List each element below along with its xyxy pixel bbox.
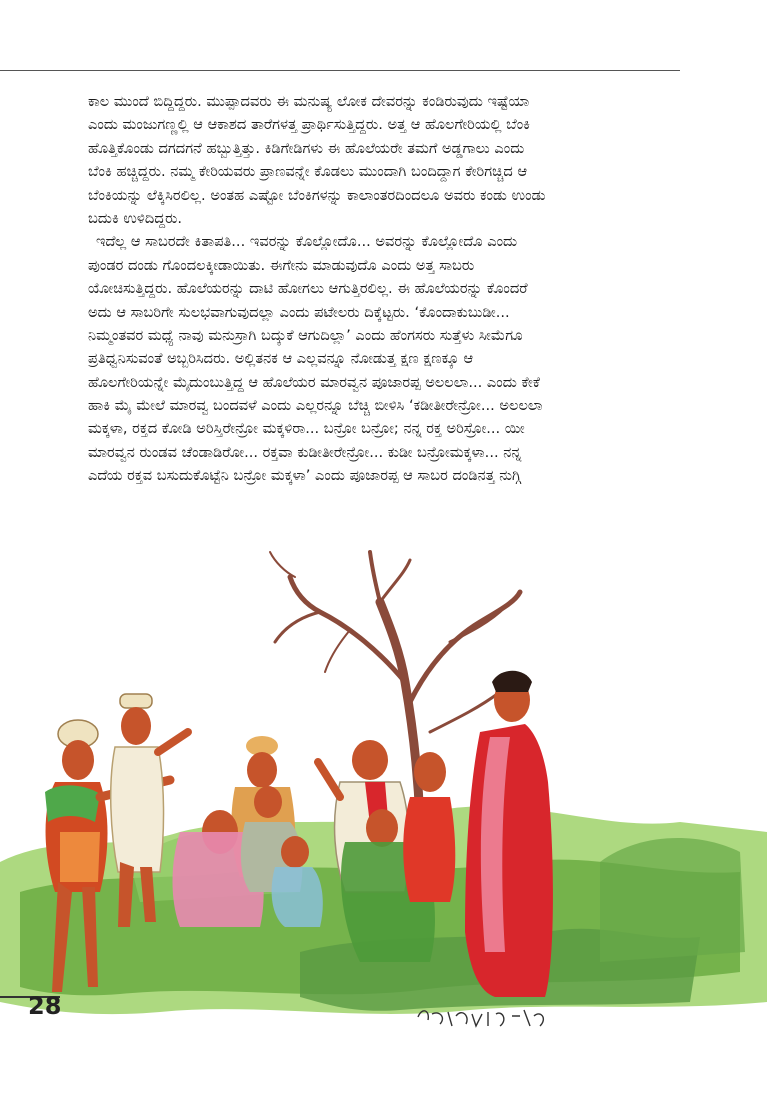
text-line: ಅದು ಆ ಸಾಬರಿಗೇ ಸುಲಭವಾಗುವುದಲ್ಲಾ ಎಂದು ಪಟೇಲರು ದಿಕ್ಕೆಟ್ಟರು. ‘ಕೊಂದಾಕುಬುಡೀ... xyxy=(88,303,510,321)
text-line: ಬೆಂಕಿಯನ್ನು ಲೆಕ್ಕಿಸಿರಲಿಲ್ಲ. ಅಂತಹ ಎಷ್ಟೋ ಬೆಂಕಿಗಳನ್ನು ಕಾಲಾಂತರದಿಂದಲೂ ಅವರು ಕಂಡು ಉಂಡು xyxy=(88,186,546,204)
text-line: ಹೊತ್ತಿಕೊಂಡು ದಗದಗನೆ ಹಬ್ಬುತ್ತಿತ್ತು. ಕಿಡಿಗೇಡಿಗಳು ಈ ಹೊಲೆಯರೇ ತಮಗೆ ಅಡ್ಡಗಾಲು ಎಂದು xyxy=(88,139,525,157)
text-line: ಎದೆಯ ರಕ್ತವ ಬಸುದುಕೊಟ್ಟೆನಿ ಬನ್ರೋ ಮಕ್ಕಳಾ’ ಎಂದು ಪೂಜಾರಪ್ಪ ಆ ಸಾಬರ ದಂಡಿನತ್ತ ನುಗ್ಗಿ xyxy=(88,467,521,485)
text-line: ಬದುಕಿ ಉಳಿದಿದ್ದರು. xyxy=(88,209,183,227)
text-line: ಬೆಂಕಿ ಹಚ್ಚಿದ್ದರು. ನಮ್ಮ ಕೇರಿಯವರು ಪ್ರಾಣವನ್ನೇ ಕೊಡಲು ಮುಂದಾಗಿ ಬಂದಿದ್ದಾಗ ಕೇರಿಗಚ್ಚಿದ ಆ xyxy=(88,163,528,181)
text-line: ಇದೆಲ್ಲ ಆ ಸಾಬರದೇ ಕಿತಾಪತಿ... ಇವರನ್ನು ಕೊಲ್ಲೋದೊ... ಅವರನ್ನು ಕೊಲ್ಲೋದೊ ಎಂದು xyxy=(96,233,518,251)
village-gathering-illustration xyxy=(0,532,767,1052)
page-number: 28 xyxy=(28,992,62,1020)
paragraph-2 xyxy=(88,230,684,487)
text-line: ಮಾರವ್ವನ ರುಂಡವ ಚೆಂಡಾಡಿರೋ... ರಕ್ತವಾ ಕುಡೀತೀರೇನ್ರೋ... ಕುಡೀ ಬನ್ರೋಮಕ್ಕಳಾ... ನನ್ನ xyxy=(88,443,522,461)
text-line: ಹಾಕಿ ಮೈ ಮೇಲೆ ಮಾರವ್ವ ಬಂದವಳೆ ಎಂದು ಎಲ್ಲರನ್ನೂ ಬೆಚ್ಚಿ ಬೀಳಿಸಿ ‘ಕಡೀತೀರೇನ್ರೋ... ಅಲಲಲಾ xyxy=(88,397,543,415)
text-line: ಹೊಲಗೇರಿಯನ್ನೇ ಮೈದುಂಬುತ್ತಿದ್ದ ಆ ಹೊಲೆಯರ ಮಾರವ್ವನ ಪೂಜಾರಪ್ಪ ಅಲಲಲಾ... ಎಂದು ಕೇಕೆ xyxy=(88,373,540,391)
body-text xyxy=(88,90,684,488)
standing-woman-figure xyxy=(465,671,553,997)
paragraph-1 xyxy=(88,90,684,230)
text-line: ಪ್ರತಿಧ್ವನಿಸುವಂತೆ ಅಬ್ಬರಿಸಿದರು. ಅಲ್ಲಿತನಕ ಆ ಎಲ್ಲವನ್ನೂ ನೋಡುತ್ತ ಕ್ಷಣ ಕ್ಷಣಕ್ಕೂ ಆ xyxy=(88,350,474,368)
text-line: ಎಂದು ಮಂಜುಗಣ್ಣಲ್ಲಿ ಆ ಆಕಾಶದ ತಾರೆಗಳತ್ತ ಪ್ರಾರ್ಥಿಸುತ್ತಿದ್ದರು. ಅತ್ತ ಆ ಹೊಲಗೇರಿಯಲ್ಲಿ ಬೆಂಕಿ xyxy=(88,116,531,134)
text-line: ಪುಂಡರ ದಂಡು ಗೊಂದಲಕ್ಕೀಡಾಯಿತು. ಈಗೇನು ಮಾಡುವುದೊ ಎಂದು ಅತ್ತ ಸಾಬರು xyxy=(88,256,475,274)
text-line: ಮಕ್ಕಳಾ, ರಕ್ತದ ಕೋಡಿ ಅರಿಸ್ತಿರೇನ್ರೋ ಮಕ್ಕಳಿರಾ... ಬನ್ರೋ ಬನ್ರೋ; ನನ್ನ ರಕ್ತ ಅರಿಸ್ರೋ... ಯೀ xyxy=(88,420,525,438)
artist-signature xyxy=(418,1010,543,1026)
text-line: ನಿಮ್ಮಂತವರ ಮಧ್ಯೆ ನಾವು ಮನುಸ್ರಾಗಿ ಬದ್ಕುಕೆ ಆಗುದಿಲ್ಲಾ’ ಎಂದು ಹೆಂಗಸರು ಸುತ್ತೆಳು ಸೀಮೆಗೂ xyxy=(88,326,523,344)
girl-in-red-figure xyxy=(403,752,455,902)
text-line: ಕಾಲ ಮುಂದೆ ಬಿದ್ದಿದ್ದರು. ಮುಪ್ಪಾದವರು ಈ ಮನುಷ್ಯ ಲೋಕ ದೇವರನ್ನು ಕಂಡಿರುವುದು ಇಷ್ಟೆಯಾ xyxy=(88,93,530,110)
top-rule xyxy=(0,70,680,71)
text-line: ಯೋಚಿಸುತ್ತಿದ್ದರು. ಹೊಲೆಯರನ್ನು ದಾಟಿ ಹೋಗಲು ಆಗುತ್ತಿರಲಿಲ್ಲ. ಈ ಹೊಲೆಯರನ್ನು ಕೊಂದರೆ xyxy=(88,280,528,298)
